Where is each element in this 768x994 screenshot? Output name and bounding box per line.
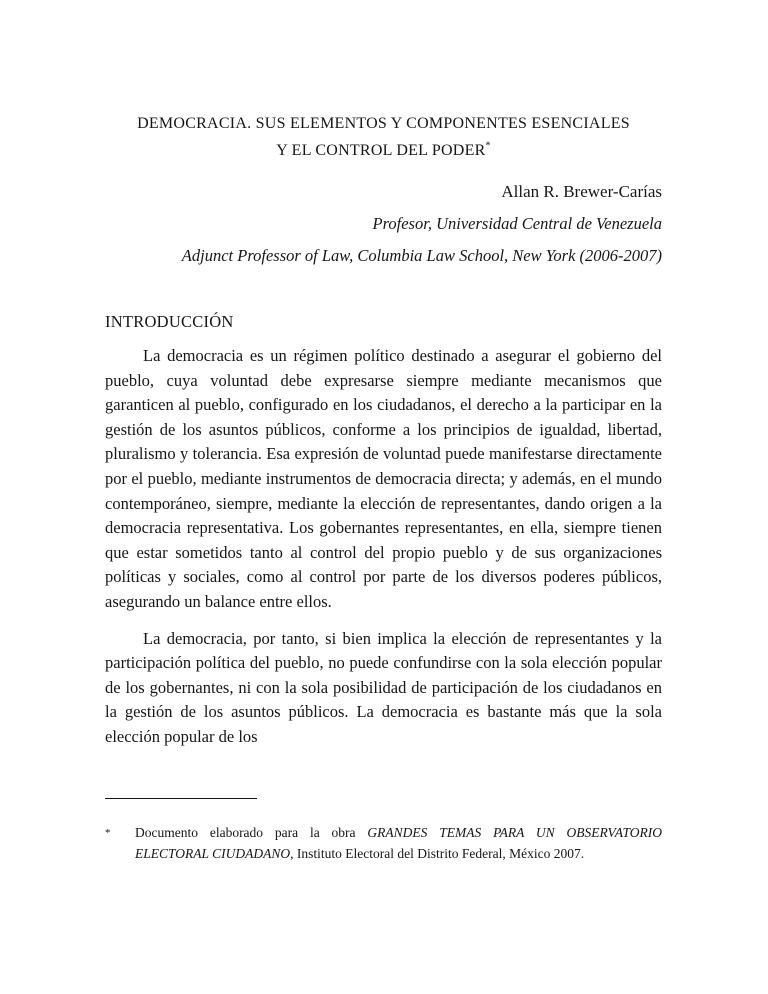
footnote-text [135,823,662,864]
section-heading-introduction: INTRODUCCIÓN [105,312,234,331]
footnote-separator-rule [105,798,257,799]
body-paragraph-2: La democracia, por tanto, si bien implica la elección de representantes y la participación política del pueblo, no puede confundirse con la sola elección popular de los gobernantes, ni con la sola posibilidad de participación de los ciudadanos en la gestión de los asuntos públicos. La democracia es bastante más que la sola elección popular de los [105,628,662,746]
author-name: Allan R. Brewer-Carías [501,182,662,201]
body-paragraph-1: La democracia es un régimen político destinado a asegurar el gobierno del pueblo, cuya voluntad debe expresarse siempre mediante mecanismos que garanticen al pueblo, configurado en los ciudadanos, el derecho a la participar en la gestión de los asuntos públicos, conforme a los principios de igualdad, libertad, pluralismo y tolerancia. Esa expresión de voluntad puede manifestarse directamente por el pueblo, mediante instrumentos de democracia directa; y además, en el mundo contemporáneo, siempre, mediante la elección de representantes, dando origen a la democracia representativa. Los gobernantes representantes, en ella, siempre tienen que estar sometidos tanto al control del propio pueblo y de sus organizaciones políticas y sociales, como al control por parte de los diversos poderes públicos, asegurando un balance entre ellos. [105,346,662,611]
paper-title-line-2: Y EL CONTROL DEL PODER [276,142,486,159]
paper-title [105,110,662,164]
footnote-text-pre: Documento elaborado para la obra [135,825,368,840]
footnote-text-post: , Instituto Electoral del Distrito Federal, México 2007. [290,845,585,861]
title-footnote-marker: * [485,140,491,152]
footnote [105,823,662,864]
footnote-text-italic-title: GRANDES TEMAS PARA UN OBSERVATORIO ELECTORAL CIUDADANO [135,825,662,861]
author-affiliation-primary: Profesor, Universidad Central de Venezuela [372,214,662,233]
footnote-marker: * [105,827,111,839]
footnote-area [105,798,662,864]
author-affiliation-secondary: Adjunct Professor of Law, Columbia Law School, New York (2006-2007) [181,246,662,265]
paper-title-line-1: DEMOCRACIA. SUS ELEMENTOS Y COMPONENTES ESENCIALES [137,115,630,132]
